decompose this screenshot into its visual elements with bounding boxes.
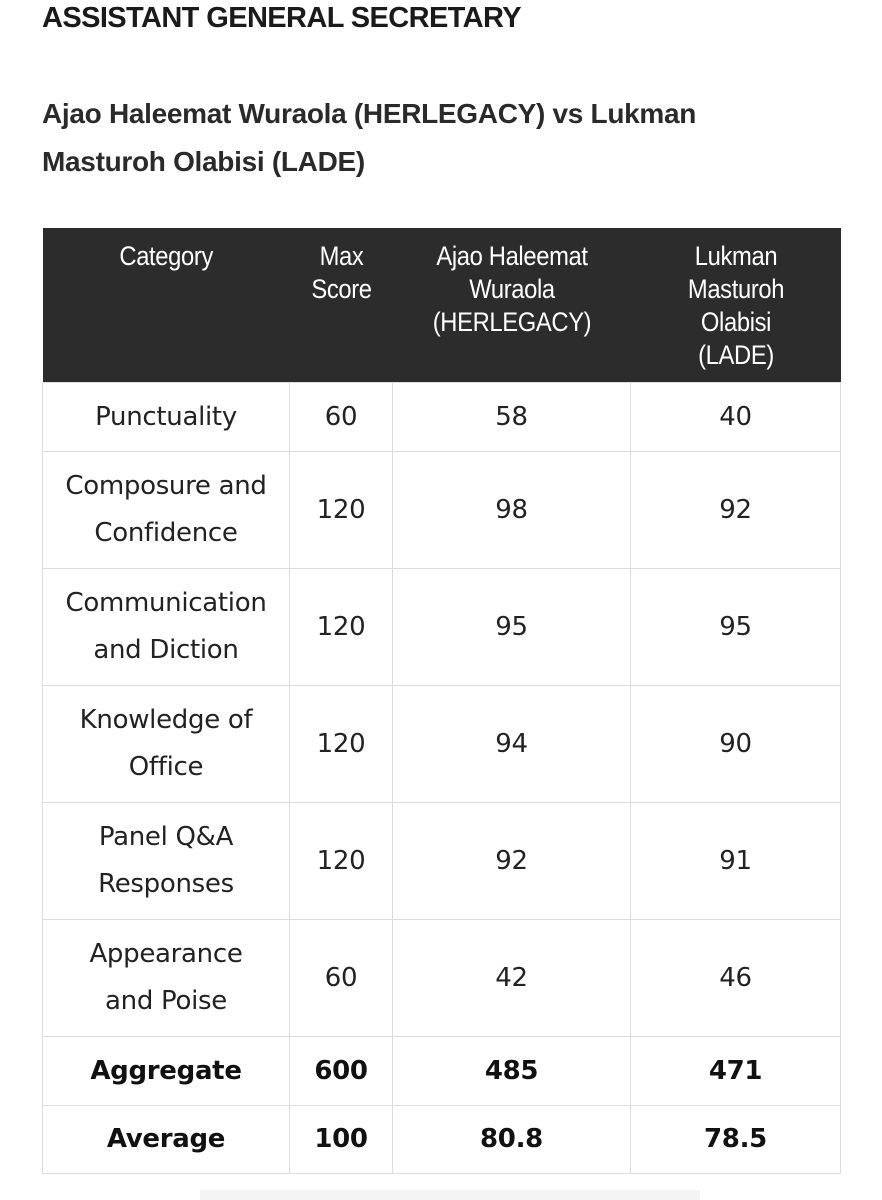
table-row <box>43 452 841 569</box>
table-row <box>43 803 841 920</box>
average-label: Average <box>43 1106 290 1174</box>
aggregate-max-score: 600 <box>290 1037 393 1106</box>
header-candidate-lade <box>631 228 841 383</box>
header-category <box>43 228 290 383</box>
table-row <box>43 569 841 686</box>
bottom-edge-strip <box>200 1190 700 1200</box>
cell-herlegacy-score: 58 <box>393 383 631 452</box>
cell-category: Appearance and Poise <box>43 920 290 1037</box>
aggregate-lade: 471 <box>631 1037 841 1106</box>
cell-max-score: 60 <box>290 920 393 1037</box>
table-row <box>43 920 841 1037</box>
cell-max-score: 120 <box>290 686 393 803</box>
section-heading: ASSISTANT GENERAL SECRETARY <box>42 2 521 34</box>
cell-lade-score: 91 <box>631 803 841 920</box>
header-candidate-lade-label: Lukman Masturoh Olabisi (LADE) <box>687 241 784 370</box>
matchup-title: Ajao Haleemat Wuraola (HERLEGACY) vs Lukman Masturoh Olabisi (LADE) <box>42 98 697 177</box>
cell-lade-score: 90 <box>631 686 841 803</box>
cell-lade-score: 46 <box>631 920 841 1037</box>
average-row <box>43 1106 841 1174</box>
aggregate-herlegacy: 485 <box>393 1037 631 1106</box>
aggregate-label: Aggregate <box>43 1037 290 1106</box>
score-table <box>42 228 841 1174</box>
cell-max-score: 120 <box>290 803 393 920</box>
table-header <box>43 228 841 383</box>
cell-max-score: 60 <box>290 383 393 452</box>
cell-lade-score: 92 <box>631 452 841 569</box>
cell-category: Knowledge of Office <box>43 686 290 803</box>
average-max-score: 100 <box>290 1106 393 1174</box>
cell-herlegacy-score: 98 <box>393 452 631 569</box>
cell-herlegacy-score: 95 <box>393 569 631 686</box>
table-body <box>43 383 841 1174</box>
header-candidate-herlegacy-label: Ajao Haleemat Wuraola (HERLEGACY) <box>432 241 591 337</box>
header-max-score <box>290 228 393 383</box>
average-herlegacy: 80.8 <box>393 1106 631 1174</box>
header-category-label: Category <box>119 241 213 271</box>
cell-herlegacy-score: 42 <box>393 920 631 1037</box>
cell-herlegacy-score: 94 <box>393 686 631 803</box>
table-row <box>43 383 841 452</box>
header-candidate-herlegacy <box>393 228 631 383</box>
cell-max-score: 120 <box>290 452 393 569</box>
cell-category: Punctuality <box>43 383 290 452</box>
cell-lade-score: 95 <box>631 569 841 686</box>
cell-category: Communication and Diction <box>43 569 290 686</box>
cell-category: Composure and Confidence <box>43 452 290 569</box>
average-lade: 78.5 <box>631 1106 841 1174</box>
cell-lade-score: 40 <box>631 383 841 452</box>
aggregate-row <box>43 1037 841 1106</box>
cell-category: Panel Q&A Responses <box>43 803 290 920</box>
header-max-score-label: Max Score <box>310 241 372 304</box>
cell-herlegacy-score: 92 <box>393 803 631 920</box>
cell-max-score: 120 <box>290 569 393 686</box>
header-row <box>43 228 841 383</box>
table-row <box>43 686 841 803</box>
